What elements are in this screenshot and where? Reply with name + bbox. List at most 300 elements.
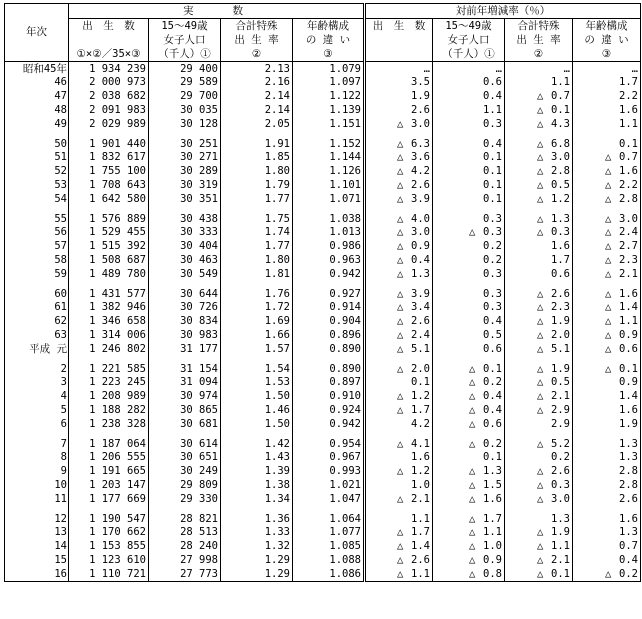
cell-births: 1 515 392 xyxy=(69,240,149,254)
cell-c-births xyxy=(365,226,433,240)
negative-triangle-icon: △ xyxy=(469,540,476,553)
year-cell xyxy=(5,253,69,267)
cell-c-age: 1.6 xyxy=(573,512,641,526)
cell-c-tfr xyxy=(505,315,573,329)
cell-age: 0.890 xyxy=(293,342,365,356)
cell-c-tfr: 1.7 xyxy=(505,253,573,267)
cell-c-pop: … xyxy=(433,62,505,76)
cell-value: 3.6 xyxy=(411,151,430,164)
cell-value: 2.6 xyxy=(411,315,430,328)
negative-triangle-icon: △ xyxy=(537,287,544,300)
cell-value: 1.3 xyxy=(551,212,570,225)
cell-pop: 31 177 xyxy=(149,342,221,356)
cell-c-tfr xyxy=(505,492,573,506)
cell-pop: 29 330 xyxy=(149,492,221,506)
column-header-age-line1: 年齢構成 xyxy=(293,19,365,34)
negative-triangle-icon: △ xyxy=(605,254,612,266)
negative-triangle-icon: △ xyxy=(469,390,476,403)
negative-triangle-icon: △ xyxy=(605,328,612,341)
year-column-header: 年次 xyxy=(5,4,69,62)
cell-births: 1 314 006 xyxy=(69,328,149,342)
cell-age: 1.077 xyxy=(293,526,365,540)
year-cell xyxy=(5,553,69,567)
cell-c-age: 1.9 xyxy=(573,417,641,431)
cell-value: 3.9 xyxy=(411,192,430,205)
cell-value: 0.7 xyxy=(619,151,638,164)
table-row xyxy=(5,540,641,554)
cell-c-pop: 1.1 xyxy=(433,103,505,117)
cell-value: 2.6 xyxy=(551,287,570,300)
cell-pop: 30 404 xyxy=(149,240,221,254)
cell-c-tfr xyxy=(505,103,573,117)
cell-value: 0.9 xyxy=(483,553,502,566)
cell-c-births xyxy=(365,553,433,567)
cell-value: 2.3 xyxy=(619,254,638,266)
column-header-tfr-line1: 合計特殊 xyxy=(221,19,293,34)
cell-births: 1 203 147 xyxy=(69,478,149,492)
cell-c-age xyxy=(573,342,641,356)
cell-c-pop: 0.2 xyxy=(433,240,505,254)
negative-triangle-icon: △ xyxy=(537,492,544,505)
cell-value: 2.9 xyxy=(551,403,570,416)
negative-triangle-icon: △ xyxy=(397,137,404,150)
year-cell xyxy=(5,76,69,90)
negative-triangle-icon: △ xyxy=(537,437,544,450)
cell-births: 1 346 658 xyxy=(69,315,149,329)
cell-c-tfr: 0.2 xyxy=(505,451,573,465)
year-cell xyxy=(5,478,69,492)
year-cell xyxy=(5,540,69,554)
cell-tfr: 1.50 xyxy=(221,417,293,431)
cell-value: 2.3 xyxy=(551,301,570,314)
cell-c-tfr xyxy=(505,328,573,342)
cell-c-tfr xyxy=(505,342,573,356)
cell-c-tfr xyxy=(505,526,573,540)
year-label: 12 xyxy=(54,512,67,525)
cell-value: 1.2 xyxy=(411,390,430,403)
cell-pop: 31 094 xyxy=(149,376,221,390)
year-cell xyxy=(5,390,69,404)
negative-triangle-icon: △ xyxy=(605,567,612,580)
cell-value: 0.9 xyxy=(411,240,430,253)
column-header-c_births-line3 xyxy=(365,47,433,62)
year-label: 14 xyxy=(54,540,67,553)
year-label: 6 xyxy=(60,417,67,430)
cell-tfr: 1.42 xyxy=(221,437,293,451)
birth-statistics-table-sheet xyxy=(4,3,640,582)
year-cell xyxy=(5,240,69,254)
cell-value: 1.1 xyxy=(619,315,638,328)
year-cell xyxy=(5,178,69,192)
cell-pop: 30 549 xyxy=(149,267,221,281)
cell-c-tfr xyxy=(505,192,573,206)
cell-value: 5.1 xyxy=(411,342,430,355)
cell-tfr: 1.77 xyxy=(221,192,293,206)
cell-c-pop: 0.6 xyxy=(433,76,505,90)
cell-c-age xyxy=(573,567,641,581)
negative-triangle-icon: △ xyxy=(605,165,612,178)
year-cell xyxy=(5,437,69,451)
table-row xyxy=(5,342,641,356)
cell-c-age xyxy=(573,165,641,179)
cell-c-tfr xyxy=(505,151,573,165)
cell-births: 1 755 100 xyxy=(69,165,149,179)
column-header-c_pop-line1: 15～49歳 xyxy=(433,19,505,34)
cell-c-pop: 0.3 xyxy=(433,117,505,131)
cell-age: 1.139 xyxy=(293,103,365,117)
negative-triangle-icon: △ xyxy=(537,403,544,416)
cell-value: 0.1 xyxy=(619,362,638,375)
table-row xyxy=(5,465,641,479)
negative-triangle-icon: △ xyxy=(605,192,612,205)
cell-age: 1.021 xyxy=(293,478,365,492)
cell-c-age xyxy=(573,151,641,165)
negative-triangle-icon: △ xyxy=(537,328,544,341)
cell-c-pop: 0.6 xyxy=(433,342,505,356)
column-header-pop-line3: （千人）① xyxy=(149,47,221,62)
cell-age: 0.897 xyxy=(293,376,365,390)
cell-c-pop: 0.3 xyxy=(433,267,505,281)
cell-value: 2.4 xyxy=(411,328,430,341)
cell-value: 0.1 xyxy=(483,362,502,375)
negative-triangle-icon: △ xyxy=(537,212,544,225)
cell-tfr: 2.13 xyxy=(221,62,293,76)
cell-c-pop: 0.3 xyxy=(433,301,505,315)
cell-c-pop: 0.1 xyxy=(433,451,505,465)
negative-triangle-icon: △ xyxy=(537,165,544,178)
cell-c-births xyxy=(365,267,433,281)
negative-triangle-icon: △ xyxy=(469,362,476,375)
cell-tfr: 1.33 xyxy=(221,526,293,540)
cell-value: 0.1 xyxy=(551,104,570,117)
table-row xyxy=(5,328,641,342)
cell-c-births xyxy=(365,328,433,342)
negative-triangle-icon: △ xyxy=(605,151,612,164)
cell-age: 0.910 xyxy=(293,390,365,404)
cell-pop: 30 834 xyxy=(149,315,221,329)
cell-c-births xyxy=(365,178,433,192)
table-row xyxy=(5,192,641,206)
cell-value: 2.0 xyxy=(551,328,570,341)
cell-c-pop xyxy=(433,512,505,526)
negative-triangle-icon: △ xyxy=(469,437,476,450)
cell-value: 1.5 xyxy=(483,478,502,491)
cell-pop: 30 251 xyxy=(149,137,221,151)
cell-tfr: 1.81 xyxy=(221,267,293,281)
cell-c-pop xyxy=(433,553,505,567)
table-row xyxy=(5,62,641,76)
year-cell xyxy=(5,451,69,465)
year-label: 13 xyxy=(54,526,67,539)
table-row xyxy=(5,151,641,165)
negative-triangle-icon: △ xyxy=(537,376,544,389)
birth-statistics-table xyxy=(4,3,641,582)
cell-value: 2.0 xyxy=(411,362,430,375)
negative-triangle-icon: △ xyxy=(397,254,404,266)
cell-pop: 29 809 xyxy=(149,478,221,492)
year-cell xyxy=(5,492,69,506)
year-cell xyxy=(5,137,69,151)
cell-value: 2.1 xyxy=(411,492,430,505)
year-cell xyxy=(5,362,69,376)
cell-c-tfr: … xyxy=(505,62,573,76)
negative-triangle-icon: △ xyxy=(397,287,404,300)
cell-c-age: … xyxy=(573,62,641,76)
cell-pop: 30 681 xyxy=(149,417,221,431)
column-header-c_tfr-line2: 出 生 率 xyxy=(505,33,573,47)
cell-tfr: 1.77 xyxy=(221,240,293,254)
cell-births: 1 431 577 xyxy=(69,287,149,301)
cell-c-pop: 0.3 xyxy=(433,212,505,226)
table-row xyxy=(5,526,641,540)
year-label: 平成 元 xyxy=(29,342,67,355)
table-row xyxy=(5,417,641,431)
cell-age: 0.963 xyxy=(293,253,365,267)
cell-c-pop xyxy=(433,437,505,451)
year-cell xyxy=(5,512,69,526)
year-cell xyxy=(5,212,69,226)
cell-births: 1 110 721 xyxy=(69,567,149,581)
cell-c-births xyxy=(365,567,433,581)
cell-births: 1 934 239 xyxy=(69,62,149,76)
cell-c-pop xyxy=(433,390,505,404)
cell-age: 1.126 xyxy=(293,165,365,179)
cell-births: 1 190 547 xyxy=(69,512,149,526)
negative-triangle-icon: △ xyxy=(469,478,476,491)
table-row xyxy=(5,362,641,376)
cell-value: 1.7 xyxy=(411,526,430,539)
table-row xyxy=(5,315,641,329)
year-cell xyxy=(5,226,69,240)
cell-c-births: 1.6 xyxy=(365,451,433,465)
negative-triangle-icon: △ xyxy=(469,465,476,478)
cell-tfr: 1.53 xyxy=(221,376,293,390)
cell-c-pop xyxy=(433,362,505,376)
cell-c-tfr xyxy=(505,287,573,301)
cell-value: 2.8 xyxy=(551,165,570,178)
table-row xyxy=(5,437,641,451)
cell-age: 0.927 xyxy=(293,287,365,301)
negative-triangle-icon: △ xyxy=(537,90,544,103)
cell-c-pop xyxy=(433,492,505,506)
cell-value: 1.4 xyxy=(411,540,430,553)
cell-c-births xyxy=(365,287,433,301)
negative-triangle-icon: △ xyxy=(397,553,404,566)
cell-births: 1 708 643 xyxy=(69,178,149,192)
table-row xyxy=(5,478,641,492)
negative-triangle-icon: △ xyxy=(537,179,544,192)
cell-c-births xyxy=(365,540,433,554)
column-header-c_age-line3: ③ xyxy=(573,47,641,62)
negative-triangle-icon: △ xyxy=(397,267,404,280)
cell-pop: 30 726 xyxy=(149,301,221,315)
cell-value: 1.6 xyxy=(619,165,638,178)
cell-tfr: 1.29 xyxy=(221,567,293,581)
year-label: 47 xyxy=(54,90,67,103)
column-header-pop-line2: 女子人口 xyxy=(149,33,221,47)
cell-c-births: 1.1 xyxy=(365,512,433,526)
cell-c-births xyxy=(365,301,433,315)
year-label: 60 xyxy=(54,287,67,300)
cell-c-age: 1.3 xyxy=(573,451,641,465)
year-cell xyxy=(5,465,69,479)
cell-age: 1.038 xyxy=(293,212,365,226)
cell-value: 0.9 xyxy=(619,328,638,341)
cell-c-pop xyxy=(433,478,505,492)
year-cell xyxy=(5,376,69,390)
cell-value: 2.1 xyxy=(619,267,638,280)
cell-pop: 30 644 xyxy=(149,287,221,301)
negative-triangle-icon: △ xyxy=(537,301,544,314)
cell-c-tfr xyxy=(505,362,573,376)
negative-triangle-icon: △ xyxy=(537,315,544,328)
cell-c-births xyxy=(365,117,433,131)
negative-triangle-icon: △ xyxy=(605,342,612,355)
cell-value: 0.6 xyxy=(483,417,502,430)
cell-pop: 27 998 xyxy=(149,553,221,567)
cell-births: 1 206 555 xyxy=(69,451,149,465)
cell-value: 2.7 xyxy=(619,240,638,253)
year-label: 8 xyxy=(60,451,67,464)
cell-c-tfr xyxy=(505,403,573,417)
table-row xyxy=(5,76,641,90)
column-header-c_tfr-line1: 合計特殊 xyxy=(505,19,573,34)
cell-c-age xyxy=(573,315,641,329)
cell-c-tfr xyxy=(505,465,573,479)
cell-tfr: 2.14 xyxy=(221,103,293,117)
year-label: 49 xyxy=(54,117,67,130)
cell-c-births xyxy=(365,253,433,267)
cell-c-age xyxy=(573,328,641,342)
table-row xyxy=(5,553,641,567)
column-header-births-line2 xyxy=(69,33,149,47)
cell-births: 1 382 946 xyxy=(69,301,149,315)
negative-triangle-icon: △ xyxy=(397,540,404,553)
negative-triangle-icon: △ xyxy=(537,526,544,539)
cell-value: 1.1 xyxy=(551,540,570,553)
cell-value: 4.0 xyxy=(411,212,430,225)
negative-triangle-icon: △ xyxy=(397,390,404,403)
year-cell xyxy=(5,287,69,301)
cell-births: 2 091 983 xyxy=(69,103,149,117)
cell-c-births xyxy=(365,403,433,417)
cell-value: 6.3 xyxy=(411,137,430,150)
column-header-c_pop-line2: 女子人口 xyxy=(433,33,505,47)
year-label: 2 xyxy=(60,362,67,375)
year-cell xyxy=(5,103,69,117)
cell-tfr: 1.79 xyxy=(221,178,293,192)
cell-births: 1 489 780 xyxy=(69,267,149,281)
year-label: 46 xyxy=(54,76,67,89)
negative-triangle-icon: △ xyxy=(397,526,404,539)
cell-c-tfr: 1.3 xyxy=(505,512,573,526)
cell-pop: 30 438 xyxy=(149,212,221,226)
year-cell xyxy=(5,151,69,165)
year-cell xyxy=(5,526,69,540)
cell-value: 1.9 xyxy=(551,362,570,375)
cell-c-tfr xyxy=(505,478,573,492)
cell-c-births xyxy=(365,192,433,206)
negative-triangle-icon: △ xyxy=(537,390,544,403)
table-row xyxy=(5,403,641,417)
cell-value: 4.1 xyxy=(411,437,430,450)
negative-triangle-icon: △ xyxy=(537,104,544,117)
cell-c-age: 1.6 xyxy=(573,103,641,117)
table-row xyxy=(5,287,641,301)
cell-c-tfr xyxy=(505,178,573,192)
cell-births: 1 832 617 xyxy=(69,151,149,165)
cell-births: 1 187 064 xyxy=(69,437,149,451)
negative-triangle-icon: △ xyxy=(397,151,404,164)
cell-c-tfr xyxy=(505,437,573,451)
cell-age: 0.890 xyxy=(293,362,365,376)
cell-value: 5.1 xyxy=(551,342,570,355)
cell-c-age xyxy=(573,301,641,315)
table-row xyxy=(5,240,641,254)
cell-c-tfr xyxy=(505,117,573,131)
cell-value: 1.3 xyxy=(483,465,502,478)
cell-value: 2.6 xyxy=(411,553,430,566)
cell-c-age xyxy=(573,212,641,226)
negative-triangle-icon: △ xyxy=(537,151,544,164)
table-row xyxy=(5,137,641,151)
cell-age: 1.086 xyxy=(293,567,365,581)
cell-age: 1.152 xyxy=(293,137,365,151)
cell-births: 1 246 802 xyxy=(69,342,149,356)
cell-births: 1 123 610 xyxy=(69,553,149,567)
cell-tfr: 2.05 xyxy=(221,117,293,131)
cell-tfr: 1.39 xyxy=(221,465,293,479)
cell-c-pop xyxy=(433,403,505,417)
cell-value: 1.6 xyxy=(483,492,502,505)
cell-c-age xyxy=(573,240,641,254)
cell-c-births: … xyxy=(365,62,433,76)
negative-triangle-icon: △ xyxy=(605,226,612,239)
table-header xyxy=(5,4,641,62)
negative-triangle-icon: △ xyxy=(469,512,476,525)
cell-c-births xyxy=(365,165,433,179)
cell-c-tfr xyxy=(505,137,573,151)
cell-births: 1 238 328 xyxy=(69,417,149,431)
cell-c-tfr xyxy=(505,376,573,390)
cell-births: 2 000 973 xyxy=(69,76,149,90)
cell-tfr: 1.36 xyxy=(221,512,293,526)
negative-triangle-icon: △ xyxy=(605,267,612,280)
cell-pop: 28 821 xyxy=(149,512,221,526)
cell-age: 1.144 xyxy=(293,151,365,165)
cell-tfr: 1.80 xyxy=(221,253,293,267)
cell-births: 2 029 989 xyxy=(69,117,149,131)
year-cell xyxy=(5,90,69,104)
year-label: 52 xyxy=(54,165,67,178)
cell-value: 1.7 xyxy=(411,403,430,416)
cell-value: 4.2 xyxy=(411,165,430,178)
year-cell xyxy=(5,165,69,179)
cell-value: 5.2 xyxy=(551,437,570,450)
table-row xyxy=(5,90,641,104)
cell-c-births xyxy=(365,315,433,329)
negative-triangle-icon: △ xyxy=(605,362,612,375)
cell-c-pop: 0.1 xyxy=(433,151,505,165)
negative-triangle-icon: △ xyxy=(469,376,476,389)
cell-value: 0.2 xyxy=(619,567,638,580)
cell-value: 1.1 xyxy=(483,526,502,539)
cell-tfr: 1.80 xyxy=(221,165,293,179)
year-cell xyxy=(5,301,69,315)
cell-age: 1.151 xyxy=(293,117,365,131)
cell-tfr: 1.46 xyxy=(221,403,293,417)
cell-pop: 30 249 xyxy=(149,465,221,479)
